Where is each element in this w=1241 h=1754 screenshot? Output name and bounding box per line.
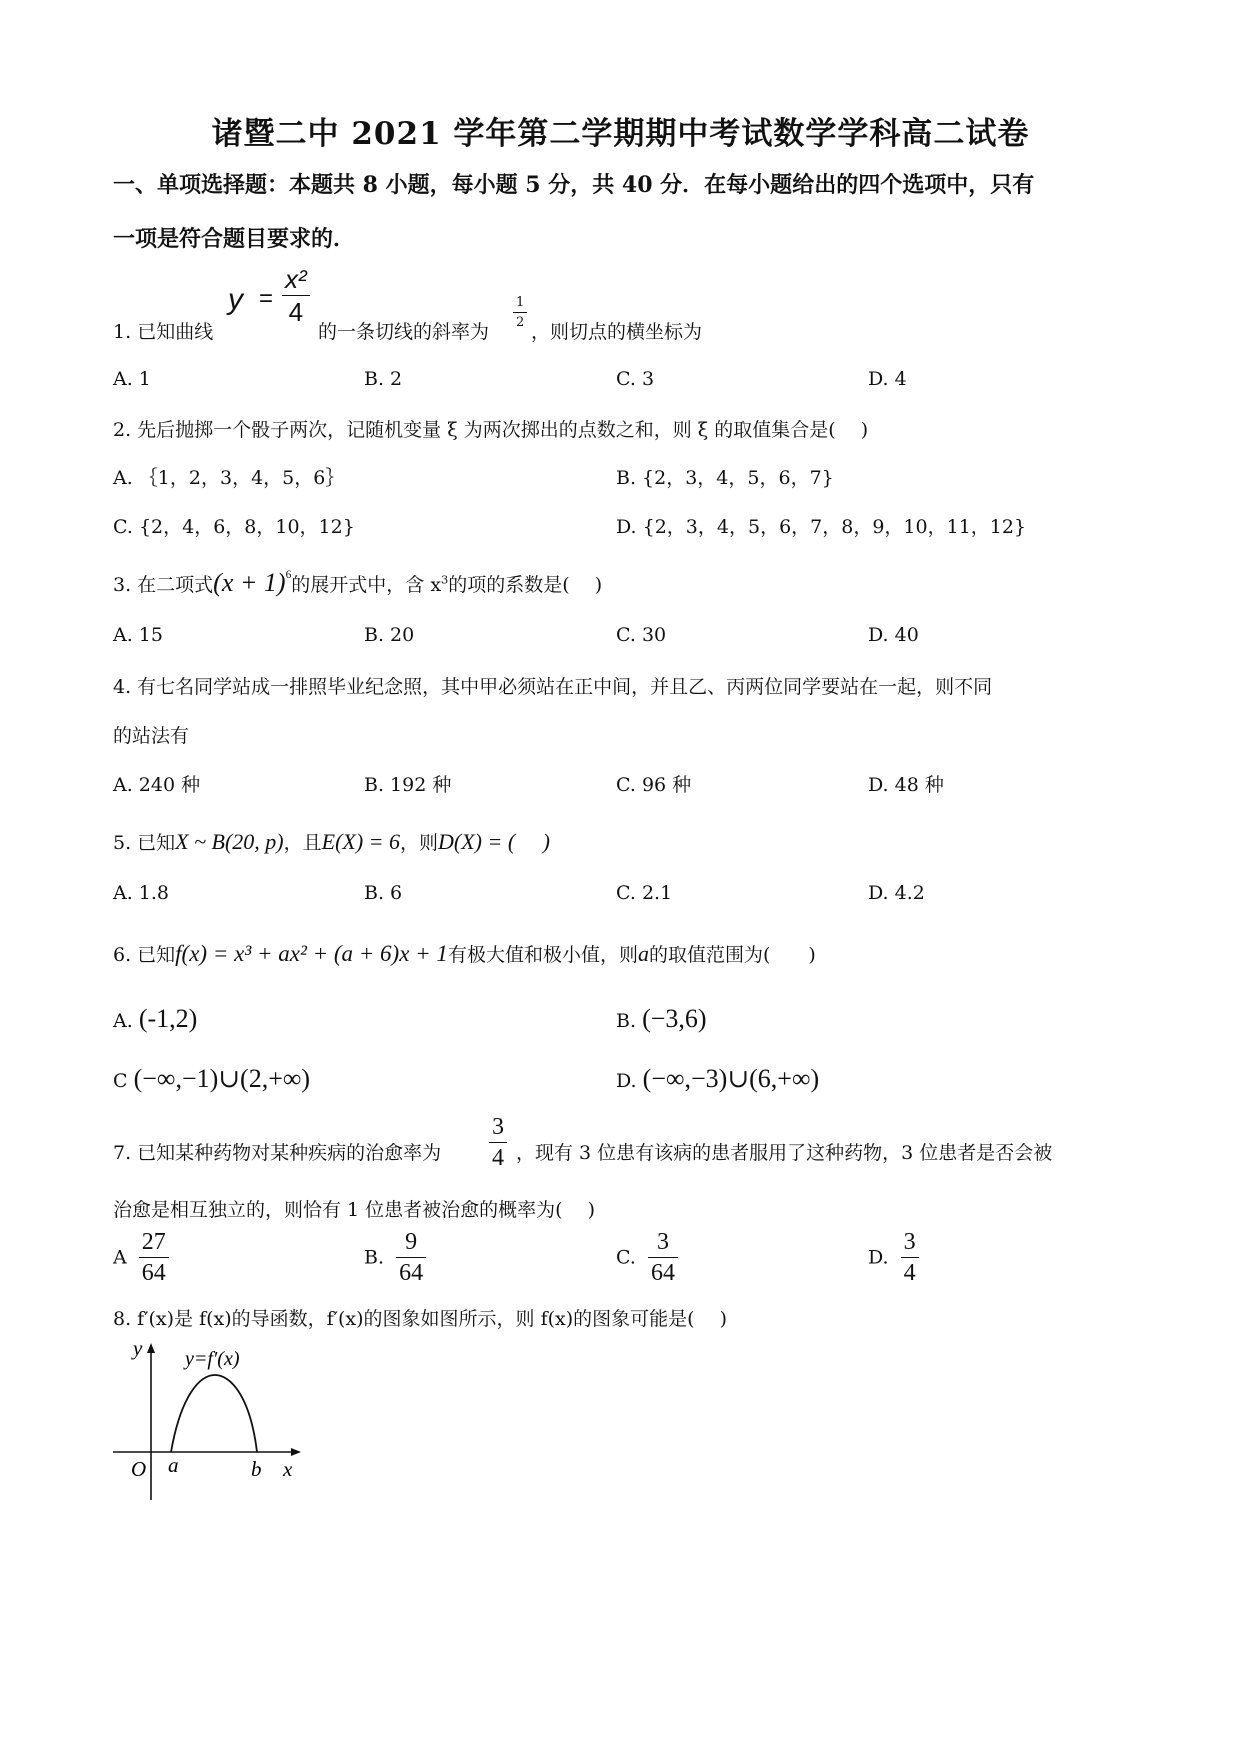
q7-option-d[interactable]: D. $\frac{3}{4}$ — [868, 1230, 919, 1285]
q1-text-mid: 的一条切线的斜率为 — [318, 321, 490, 343]
q8-x-label: x — [283, 1457, 293, 1481]
q1-curve-equals: = — [259, 285, 274, 312]
q1-option-d[interactable]: D. 4 — [868, 368, 907, 390]
q1-option-b[interactable]: B. 2 — [364, 368, 403, 390]
q4-text-line1: 4. 有七名同学站成一排照毕业纪念照，其中甲必须站在正中间，并且乙、丙两位同学要站在一起，则不同 — [113, 676, 993, 698]
q4-option-d[interactable]: D. 48 种 — [868, 774, 944, 796]
q7-text-line2: 治愈是相互独立的，则恰有 1 位患者被治愈的概率为( ) — [113, 1199, 596, 1221]
q8-y-label: y — [133, 1336, 143, 1360]
q8-y-arrow — [147, 1343, 155, 1353]
q6-option-d[interactable]: D. (−∞,−3)∪(6,+∞) — [616, 1064, 820, 1093]
q1-prefix: 1. 已知曲线 — [113, 321, 214, 343]
q1-option-c[interactable]: C. 3 — [616, 368, 655, 390]
q2-option-c[interactable]: C. {2，4，6，8，10，12} — [113, 516, 355, 538]
q7-text-line1-pre: 7. 已知某种药物对某种疾病的治愈率为 — [113, 1142, 442, 1164]
q7-option-b[interactable]: B. $\frac{9}{64}$ — [364, 1230, 426, 1285]
page-title: 诸暨二中 2021 学年第二学期期中考试数学学科高二试卷 — [211, 116, 1030, 152]
q5-option-c[interactable]: C. 2.1 — [616, 882, 673, 904]
q5-text: 5. 已知X ~ B(20, p)，且E(X) = 6，则D(X) = ( ) — [113, 829, 550, 854]
section-heading-line2: 一项是符合题目要求的． — [113, 226, 356, 252]
q8-a-label: a — [168, 1453, 179, 1477]
q8-origin-label: O — [131, 1457, 147, 1481]
q3-text: 3. 在二项式$(x + 1)^6$的展开式中，含 $x^3$的项的系数是( ) — [113, 568, 603, 597]
q1-curve-y: y — [228, 283, 243, 316]
q3-option-a[interactable]: A. 15 — [113, 624, 163, 646]
q8-text: 8. f′(x)是 f(x)的导函数，f′(x)的图象如图所示，则 f(x)的图象可能是( ) — [113, 1308, 728, 1330]
q6-option-b[interactable]: B. (−3,6) — [616, 1004, 707, 1033]
q1-slope-fraction: $\frac{1}{2}$ — [513, 296, 527, 329]
q4-option-c[interactable]: C. 96 种 — [616, 774, 692, 796]
q8-x-arrow — [291, 1448, 301, 1456]
q5-option-d[interactable]: D. 4.2 — [868, 882, 925, 904]
q6-option-c[interactable]: C (−∞,−1)∪(2,+∞) — [113, 1064, 311, 1093]
q1-text-post: ，则切点的横坐标为 — [531, 321, 703, 343]
q7-rate-fraction: $\frac{3}{4}$ — [489, 1115, 507, 1170]
q8-curve-label: y=f′(x) — [185, 1348, 240, 1370]
q5-option-b[interactable]: B. 6 — [364, 882, 403, 904]
q3-option-c[interactable]: C. 30 — [616, 624, 667, 646]
q7-option-a[interactable]: A $\frac{27}{64}$ — [113, 1230, 169, 1285]
q7-text-line1-post: ，现有 3 位患有该病的患者服用了这种药物，3 位患者是否会被 — [516, 1142, 1053, 1164]
q6-text: 6. 已知f(x) = x³ + ax² + (a + 6)x + 1有极大值和极小值，则a的取值范围为( ) — [113, 941, 816, 966]
q3-option-b[interactable]: B. 20 — [364, 624, 415, 646]
section-heading-line1: 一、单项选择题：本题共 8 小题，每小题 5 分，共 40 分．在每小题给出的四个选项中，只有 — [113, 172, 1035, 198]
q2-text: 2. 先后抛掷一个骰子两次，记随机变量 ξ 为两次掷出的点数之和，则 ξ 的取值集合是( ) — [113, 419, 869, 441]
q6-option-a[interactable]: A. (-1,2) — [113, 1004, 198, 1033]
q4-option-a[interactable]: A. 240 种 — [113, 774, 201, 796]
q8-derivative-graph — [105, 1335, 305, 1505]
q1-option-a[interactable]: A. 1 — [113, 368, 151, 390]
q8-b-label: b — [251, 1457, 262, 1481]
q3-option-d[interactable]: D. 40 — [868, 624, 919, 646]
q8-curve — [171, 1375, 257, 1452]
q1-curve-fraction: $\frac{\text{x²}}{4}$ — [282, 266, 310, 325]
q4-option-b[interactable]: B. 192 种 — [364, 774, 452, 796]
q7-option-c[interactable]: C. $\frac{3}{64}$ — [616, 1230, 678, 1285]
q2-option-b[interactable]: B. {2，3，4，5，6，7} — [616, 467, 834, 489]
q2-option-d[interactable]: D. {2，3，4，5，6，7，8，9，10，11，12} — [616, 516, 1027, 538]
q4-text-line2: 的站法有 — [113, 725, 190, 747]
q5-option-a[interactable]: A. 1.8 — [113, 882, 170, 904]
q2-option-a[interactable]: A. ｛1，2，3，4，5，6｝ — [113, 467, 345, 489]
